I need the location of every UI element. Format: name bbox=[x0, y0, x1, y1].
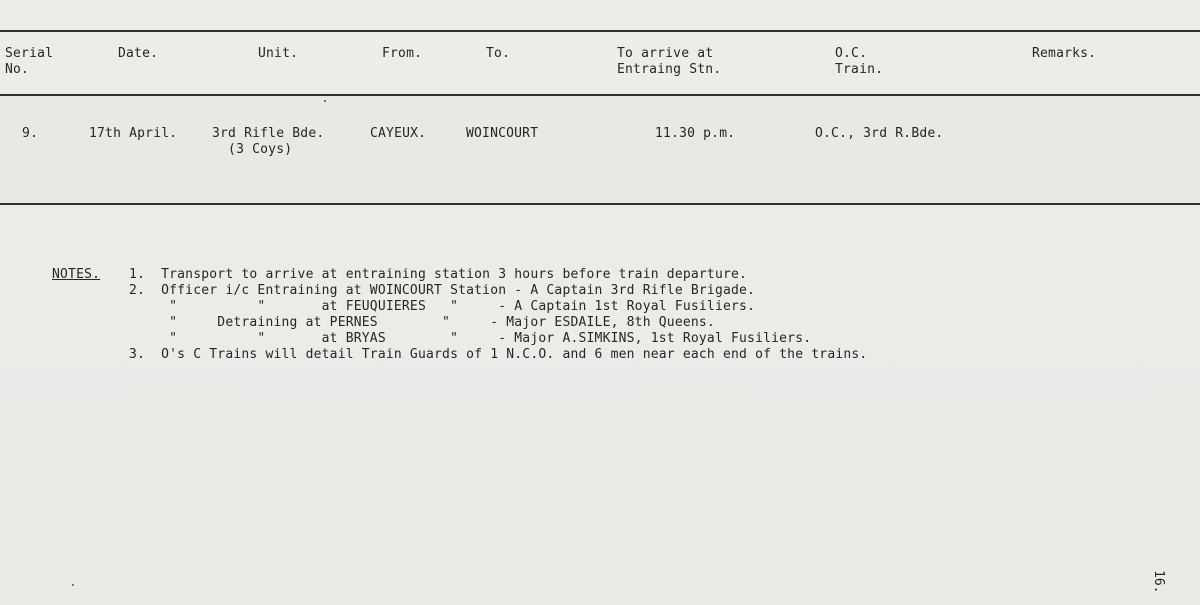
cell-oc: O.C., 3rd R.Bde. bbox=[815, 126, 944, 141]
cell-from: CAYEUX. bbox=[370, 126, 427, 141]
note-line: " " at FEUQUIERES " - A Captain 1st Royal Fusiliers. bbox=[129, 299, 756, 314]
note-line: " Detraining at PERNES " - Major ESDAILE, 8th Queens. bbox=[129, 315, 715, 330]
note-line: " " at BRYAS " - Major A.SIMKINS, 1st Royal Fusiliers. bbox=[129, 331, 812, 346]
paper-speck bbox=[72, 584, 74, 586]
cell-arrive: 11.30 p.m. bbox=[655, 126, 736, 141]
header-to: To. bbox=[486, 46, 511, 61]
header-from: From. bbox=[382, 46, 423, 61]
cell-to: WOINCOURT bbox=[466, 126, 539, 141]
page-number: 16. bbox=[1151, 570, 1166, 594]
header-unit: Unit. bbox=[258, 46, 299, 61]
top-rule bbox=[0, 30, 1200, 32]
header-serial-no: Serial No. bbox=[5, 46, 54, 77]
header-date: Date. bbox=[118, 46, 159, 61]
paper-speck bbox=[324, 100, 326, 102]
note-line: 3. O's C Trains will detail Train Guards of 1 N.C.O. and 6 men near each end of the trains. bbox=[129, 347, 868, 362]
header-to-arrive-at: To arrive at Entraing Stn. bbox=[617, 46, 722, 77]
table-row-band bbox=[0, 96, 1200, 203]
notes-label: NOTES. bbox=[52, 267, 101, 282]
cell-date: 17th April. bbox=[89, 126, 178, 141]
bottom-rule bbox=[0, 203, 1200, 205]
note-line: 2. Officer i/c Entraining at WOINCOURT Station - A Captain 3rd Rifle Brigade. bbox=[129, 283, 756, 298]
cell-serial: 9. bbox=[22, 126, 39, 141]
header-remarks: Remarks. bbox=[1032, 46, 1097, 61]
cell-unit: 3rd Rifle Bde. (3 Coys) bbox=[212, 126, 325, 157]
note-line: 1. Transport to arrive at entraining station 3 hours before train departure. bbox=[129, 267, 748, 282]
header-oc-train: O.C. Train. bbox=[835, 46, 884, 77]
